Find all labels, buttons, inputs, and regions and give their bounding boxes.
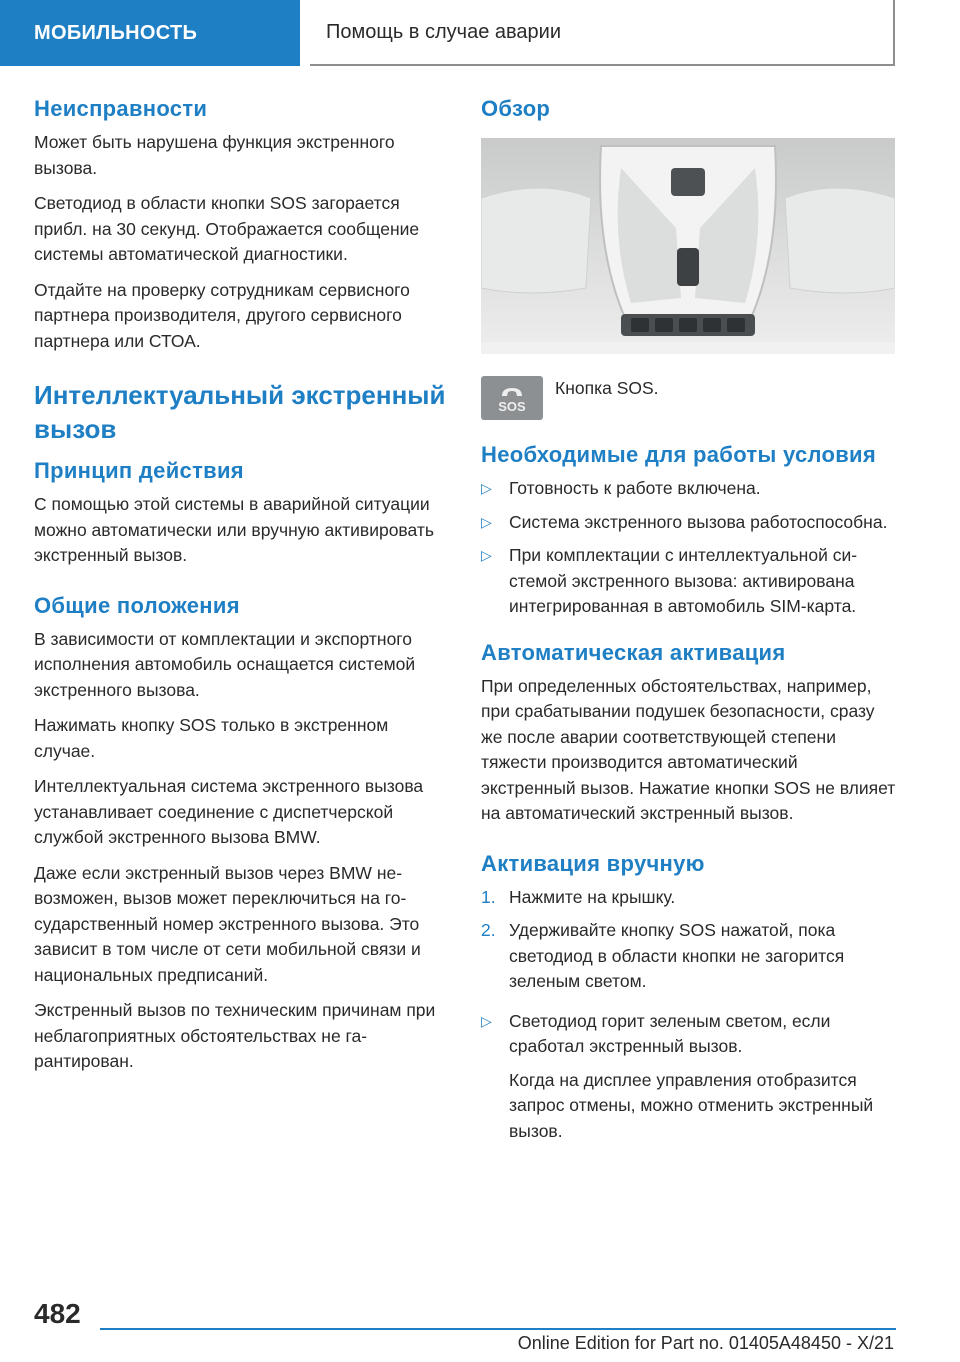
intelligent-call-heading: Интеллектуальный экстренный вызов	[34, 380, 446, 444]
phone-handset-icon	[499, 384, 525, 400]
malfunctions-paragraph-1: Может быть нарушена функция экстренного вызова.	[34, 132, 395, 178]
principle-heading: Принцип действия	[34, 458, 244, 483]
sos-button-caption: Кнопка SOS.	[555, 378, 659, 398]
list-item: ▷ При комплектации с интеллектуальной системой экстренного вызова: активирована интегрированная в автомобиль SIM-карта.	[481, 545, 858, 616]
malfunctions-heading: Неисправности	[34, 96, 208, 121]
general-paragraph-4: Даже если экстренный вызов через BMW невозможен, вызов может переключиться на государственный номер экстренного вызова. Это зависит в том числе от сети мобильной связи и национальных предписаний.	[34, 862, 421, 985]
general-heading: Общие положения	[34, 592, 240, 618]
list-item: 1. Нажмите на крышку.	[481, 886, 676, 907]
general-paragraph-1: В зависимости от комплектации и экспортного исполнения автомобиль оснащается системой экстренного вызова.	[34, 628, 416, 700]
section-tab	[0, 0, 300, 66]
left-column	[34, 96, 446, 1085]
edition-info: Online Edition for Part no. 01405A48450 - X/21	[517, 1333, 894, 1353]
conditions-list	[481, 476, 896, 620]
malfunctions-paragraph-3: Отдайте на проверку сотрудникам сервисного партнера производителя, другого сервисного партнера или СТОА.	[34, 279, 410, 351]
list-item: ▷ Система экстренного вызова работоспособна.	[481, 510, 896, 536]
auto-activation-paragraph: При определенных обстоятельствах, например, при срабатывании подушек безопасности, сразу же после аварии соответствующей степени тяжести производится автоматический экстренный вызов. Нажатие кнопки SOS не влияет на автоматический экстренный вызов.	[481, 675, 896, 823]
manual-activation-heading: Активация вручную	[481, 850, 705, 876]
sos-icon-label: SOS	[498, 398, 526, 414]
chapter-title: Помощь в случае аварии	[326, 20, 561, 43]
principle-paragraph: С помощью этой системы в аварийной ситуации можно автоматически или вручную активировать экстренный вызов.	[34, 494, 435, 565]
overview-heading: Обзор	[481, 96, 551, 121]
auto-activation-heading: Автоматическая активация	[481, 639, 786, 665]
triangle-bullet-icon: ▷	[481, 547, 492, 563]
general-paragraph-3: Интеллектуальная система экстренного вызова устанавливает соединение с диспетчерской службой экстренного вызова BMW.	[34, 776, 424, 847]
manual-steps-list	[481, 885, 896, 995]
triangle-bullet-icon: ▷	[481, 480, 492, 496]
footer-divider	[100, 1328, 896, 1330]
general-paragraph-2: Нажимать кнопку SOS только в экстренном случае.	[34, 715, 389, 761]
right-column	[481, 96, 896, 1154]
sos-button-legend	[481, 376, 896, 420]
page-number: 482	[34, 1298, 81, 1329]
roof-console-illustration	[481, 138, 895, 354]
list-item: 2. Удерживайте кнопку SOS нажатой, пока светодиод в области кнопки не загорится зеленым светом.	[481, 920, 845, 991]
triangle-bullet-icon: ▷	[481, 1012, 492, 1029]
triangle-bullet-icon: ▷	[481, 513, 492, 530]
roof-console-photo	[481, 138, 895, 354]
section-title: МОБИЛЬНОСТЬ	[34, 21, 198, 44]
list-item: ▷ Готовность к работе включена.	[481, 476, 896, 502]
cancel-note: Когда на дисплее управления отобразится запрос отмены, можно отменить экстренный вызов.	[509, 1069, 874, 1141]
malfunctions-paragraph-2: Светодиод в области кнопки SOS загорается прибл. на 30 секунд. Отображается сообщение системы автоматической диагностики.	[34, 193, 420, 264]
conditions-heading: Необходимые для работы условия	[481, 442, 876, 467]
sos-phone-icon	[481, 376, 543, 420]
general-paragraph-5: Экстренный вызов по техническим причинам при неблагоприятных обстоятельствах не гарантирован.	[34, 1000, 436, 1071]
list-item: ▷ Светодиод горит зеленым светом, если сработал экстренный вызов.	[481, 1010, 831, 1056]
result-list	[481, 1009, 896, 1060]
chapter-header	[310, 0, 895, 66]
